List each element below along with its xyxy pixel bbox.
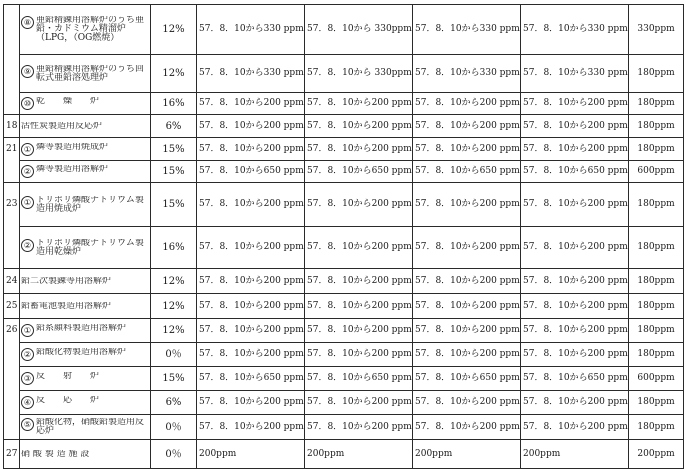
standard-value: 57．8．10から200 ppm [197, 319, 305, 343]
standard-value: 57．8．10から650 ppm [413, 161, 521, 183]
facility-name [20, 5, 151, 55]
table-row [4, 269, 684, 294]
standard-value: 57．8．10から330 ppm [197, 5, 305, 55]
oxygen-percent: 15% [151, 138, 197, 161]
facility-name [20, 294, 151, 319]
standard-value: 57．8．10から200 ppm [305, 415, 413, 440]
oxygen-percent: 6% [151, 391, 197, 415]
row-number [4, 161, 20, 183]
standard-value: 57．8．10から200 ppm [305, 93, 413, 115]
standard-value: 57．8．10から650 ppm [305, 161, 413, 183]
facility-name-text: 亜鉛精錬用溶解炉のうち回転式亜鉛溶処理炉 [36, 64, 145, 83]
standard-value: 57．8．10から200 ppm [305, 183, 413, 227]
facility-name-text: 硝 酸 製 造 施 設 [21, 449, 90, 459]
standard-value: 57．8．10から200 ppm [521, 138, 629, 161]
table-row [4, 183, 684, 227]
oxygen-percent: 12% [151, 269, 197, 294]
item-mark: ⑧ [21, 16, 34, 29]
facility-name-text: 反 応 炉 [36, 396, 100, 405]
standard-value: 57．8．10から200 ppm [413, 115, 521, 138]
standard-value: 57．8．10から200 ppm [521, 319, 629, 343]
standard-value: 57．8．10から200 ppm [197, 391, 305, 415]
table-row [4, 115, 684, 138]
facility-name [20, 440, 151, 469]
standard-value: 57．8．10から200 ppm [305, 269, 413, 294]
final-standard-value: 180ppm [629, 115, 684, 138]
facility-name [20, 93, 151, 115]
oxygen-percent: 15% [151, 183, 197, 227]
oxygen-percent: 12% [151, 319, 197, 343]
row-number: 26 [4, 319, 20, 343]
standard-value: 57．8．10から200 ppm [521, 227, 629, 269]
facility-name [20, 183, 151, 227]
standard-value: 57．8．10から200 ppm [521, 115, 629, 138]
facility-name-text: 燐等製造用溶解炉 [36, 165, 109, 174]
standard-value: 57．8．10から650 ppm [305, 367, 413, 391]
row-number: 21 [4, 138, 20, 161]
row-number [4, 227, 20, 269]
final-standard-value: 180ppm [629, 183, 684, 227]
facility-name [20, 391, 151, 415]
standard-value: 57．8．10から200 ppm [521, 294, 629, 319]
table-row [4, 93, 684, 115]
oxygen-percent: 12% [151, 55, 197, 93]
final-standard-value: 180ppm [629, 269, 684, 294]
standard-value: 57．8．10から200 ppm [521, 183, 629, 227]
standard-value: 57．8．10から650 ppm [521, 161, 629, 183]
standard-value: 57．8．10から200 ppm [521, 343, 629, 367]
oxygen-percent: 15% [151, 367, 197, 391]
oxygen-percent: 16% [151, 227, 197, 269]
final-standard-value: 180ppm [629, 93, 684, 115]
standard-value: 57．8．10から200 ppm [197, 294, 305, 319]
standard-value: 57．8．10から330 ppm [521, 55, 629, 93]
row-number: 27 [4, 440, 20, 469]
item-mark: ⑩ [21, 97, 34, 110]
table-row [4, 5, 684, 55]
facility-name [20, 138, 151, 161]
standard-value: 57．8．10から200 ppm [413, 319, 521, 343]
facility-name [20, 115, 151, 138]
table-row [4, 440, 684, 469]
facility-name-text: 活性炭製造用反応炉 [21, 121, 103, 131]
table-row [4, 415, 684, 440]
standard-value: 57．8．10から200 ppm [197, 227, 305, 269]
final-standard-value: 600ppm [629, 367, 684, 391]
row-number: 18 [4, 115, 20, 138]
facility-name [20, 227, 151, 269]
standard-value: 57．8．10から650 ppm [197, 161, 305, 183]
standard-value: 57．8．10から200 ppm [197, 415, 305, 440]
standard-value: 57．8．10から200 ppm [521, 391, 629, 415]
facility-name-text: 乾 燥 炉 [36, 97, 100, 106]
facility-name-text: 鉛酸化物，硝酸鉛製造用反応炉 [36, 418, 145, 436]
facility-name [20, 319, 151, 343]
standard-value: 57．8．10から200 ppm [413, 269, 521, 294]
row-number [4, 5, 20, 55]
standard-value: 57．8．10から200 ppm [521, 269, 629, 294]
final-standard-value: 180ppm [629, 415, 684, 440]
facility-name-text: 鉛蓄電池製造用溶解炉 [21, 301, 112, 311]
standard-value: 57．8．10から200 ppm [305, 115, 413, 138]
facility-name [20, 343, 151, 367]
item-mark: ② [21, 165, 34, 178]
standard-value: 200ppm [305, 440, 413, 469]
standard-value: 57．8．10から330 ppm [197, 55, 305, 93]
facility-name [20, 415, 151, 440]
table-row [4, 227, 684, 269]
final-standard-value: 180ppm [629, 227, 684, 269]
table-row [4, 319, 684, 343]
facility-name-text: 反 射 炉 [36, 372, 100, 381]
oxygen-percent: 0％ [151, 440, 197, 469]
standard-value: 57．8．10から200 ppm [197, 183, 305, 227]
table-row [4, 294, 684, 319]
standard-value: 57．8．10から200 ppm [305, 138, 413, 161]
oxygen-percent: 0％ [151, 415, 197, 440]
item-mark: ① [21, 143, 34, 156]
item-mark: ② [21, 239, 34, 252]
standard-value: 57．8．10から200 ppm [197, 138, 305, 161]
item-mark: ⑤ [21, 418, 34, 431]
item-mark: ③ [21, 372, 34, 385]
facility-name-text: 亜鉛精錬用溶解炉のうち亜鉛・カドミウム精溜炉（LPG，（OG燃焼） [36, 16, 145, 43]
standard-value: 57．8．10から200 ppm [521, 93, 629, 115]
row-number: 25 [4, 294, 20, 319]
final-standard-value: 330ppm [629, 5, 684, 55]
final-standard-value: 180ppm [629, 391, 684, 415]
final-standard-value: 180ppm [629, 55, 684, 93]
emission-standards-table [3, 4, 684, 469]
row-number [4, 93, 20, 115]
item-mark: ⑨ [21, 65, 34, 78]
table-row [4, 161, 684, 183]
facility-name [20, 269, 151, 294]
facility-name-text: トリポリ燐酸ナトリウム製造用乾燥炉 [36, 238, 144, 257]
standard-value: 57．8．10から200 ppm [413, 93, 521, 115]
standard-value: 57．8．10から200 ppm [413, 183, 521, 227]
oxygen-percent: 16% [151, 93, 197, 115]
row-number [4, 343, 20, 367]
standard-value: 57．8．10から200 ppm [305, 227, 413, 269]
row-number [4, 367, 20, 391]
row-number: 24 [4, 269, 20, 294]
standard-value: 200ppm [197, 440, 305, 469]
facility-name [20, 55, 151, 93]
table-row [4, 391, 684, 415]
table-row [4, 343, 684, 367]
standard-value: 57．8．10から200 ppm [197, 93, 305, 115]
standard-value: 57．8．10から200 ppm [305, 319, 413, 343]
item-mark: ① [21, 196, 34, 209]
row-number [4, 415, 20, 440]
facility-name-text: 鉛二次製錬等用溶解炉 [21, 276, 112, 286]
standard-value: 57．8．10から200 ppm [305, 294, 413, 319]
standard-value: 57．8．10から650 ppm [197, 367, 305, 391]
table-row [4, 367, 684, 391]
standard-value: 57．8．10から200 ppm [305, 343, 413, 367]
standard-value: 57．8．10から 330ppm [305, 55, 413, 93]
oxygen-percent: 6% [151, 115, 197, 138]
standard-value: 57．8．10から200 ppm [197, 269, 305, 294]
facility-name-text: 燐等製造用焼成炉 [36, 142, 109, 152]
row-number [4, 55, 20, 93]
standard-value: 57．8．10から200 ppm [413, 138, 521, 161]
standard-value: 57．8．10から330 ppm [413, 55, 521, 93]
standard-value: 57．8．10から 330ppm [305, 5, 413, 55]
table-row [4, 138, 684, 161]
final-standard-value: 200ppm [629, 440, 684, 469]
table-row [4, 55, 684, 93]
standard-value: 57．8．10から200 ppm [413, 294, 521, 319]
standard-value: 57．8．10から200 ppm [305, 391, 413, 415]
facility-name-text: 鉛酸化物製造用溶解炉 [36, 348, 127, 357]
facility-name-text: トリポリ燐酸ナトリウム製造用焼成炉 [36, 195, 144, 214]
standard-value: 57．8．10から330 ppm [413, 5, 521, 55]
standard-value: 200ppm [521, 440, 629, 469]
standard-value: 57．8．10から330 ppm [521, 5, 629, 55]
row-number [4, 391, 20, 415]
final-standard-value: 180ppm [629, 319, 684, 343]
facility-name [20, 367, 151, 391]
standard-value: 57．8．10から200 ppm [197, 343, 305, 367]
final-standard-value: 180ppm [629, 138, 684, 161]
facility-name-text: 鉛系顔料製造用溶解炉 [36, 324, 127, 333]
final-standard-value: 600ppm [629, 161, 684, 183]
oxygen-percent: 12% [151, 5, 197, 55]
facility-name [20, 161, 151, 183]
item-mark: ④ [21, 396, 34, 409]
row-number: 23 [4, 183, 20, 227]
standard-value: 57．8．10から200 ppm [413, 415, 521, 440]
standard-value: 57．8．10から200 ppm [521, 415, 629, 440]
oxygen-percent: 15% [151, 161, 197, 183]
standard-value: 57．8．10から200 ppm [197, 115, 305, 138]
standard-value: 57．8．10から650 ppm [521, 367, 629, 391]
item-mark: ① [21, 324, 34, 337]
standard-value: 57．8．10から200 ppm [413, 227, 521, 269]
item-mark: ② [21, 348, 34, 361]
final-standard-value: 180ppm [629, 294, 684, 319]
standard-value: 57．8．10から200 ppm [413, 391, 521, 415]
standard-value: 57．8．10から650 ppm [413, 367, 521, 391]
standard-value: 200ppm [413, 440, 521, 469]
oxygen-percent: 0％ [151, 343, 197, 367]
standard-value: 57．8．10から200 ppm [413, 343, 521, 367]
final-standard-value: 180ppm [629, 343, 684, 367]
oxygen-percent: 12% [151, 294, 197, 319]
